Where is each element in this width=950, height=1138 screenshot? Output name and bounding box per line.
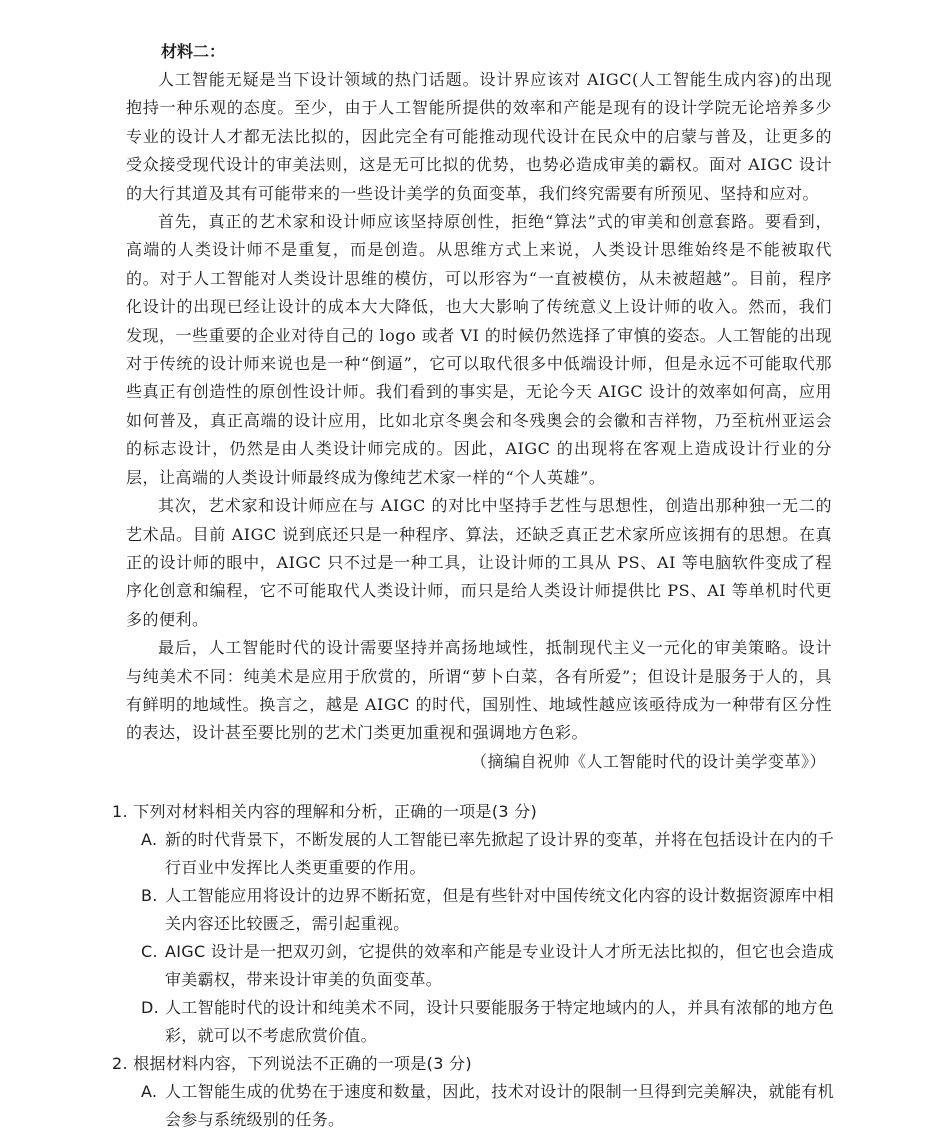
option-b[interactable]: [141, 882, 834, 938]
material-title: 材料二：: [161, 42, 226, 61]
option-d[interactable]: [141, 994, 834, 1050]
source-citation: （摘编自祝帅《人工智能时代的设计美学变革》）: [470, 751, 826, 771]
option-letter: D.: [141, 998, 160, 1017]
question-2: [112, 1050, 834, 1134]
option-letter: B.: [141, 886, 158, 905]
option-letter: A.: [141, 830, 158, 849]
paragraph-3: 其次，艺术家和设计师应在与 AIGC 的对比中坚持手艺性与思想性，创造出那种独一无二的艺术品。目前 AIGC 说到底还只是一种程序、算法，还缺乏真正艺术家所应该拥有的思想。在真正的设计师的眼中，AIGC 只不过是一种工具，让设计师的工具从 PS、AI 等电脑软件变成了程序化创意和编程，它不可能取代人类设计师，而只是给人类设计师提供比 PS、AI 等单机时代更多的便利。: [126, 496, 832, 629]
option-text: 新的时代背景下，不断发展的人工智能已率先掀起了设计界的变革，并将在包括设计在内的千行百业中发挥比人类更重要的作用。: [165, 830, 834, 877]
option-c[interactable]: [141, 938, 834, 994]
option-text: 人工智能时代的设计和纯美术不同，设计只要能服务于特定地域内的人，并具有浓郁的地方色彩，就可以不考虑欣赏价值。: [165, 998, 834, 1045]
option-letter: C.: [141, 942, 158, 961]
option-text: 人工智能应用将设计的边界不断拓宽，但是有些针对中国传统文化内容的设计数据资源库中相关内容还比较匮乏，需引起重视。: [165, 886, 834, 933]
paragraph-2: 首先，真正的艺术家和设计师应该坚持原创性，拒绝“算法”式的审美和创意套路。要看到，高端的人类设计师不是重复，而是创造。从思维方式上来说，人类设计思维始终是不能被取代的。对于人工智能对人类设计思维的模仿，可以形容为“一直被模仿，从未被超越”。目前，程序化设计的出现已经让设计的成本大大降低，也大大影响了传统意义上设计师的收入。然而，我们发现，一些重要的企业对待自己的 logo 或者 VI 的时候仍然选择了审慎的姿态。人工智能的出现对于传统的设计师来说也是一种“倒逼”，它可以取代很多中低端设计师，但是永远不可能取代那些真正有创造性的原创性设计师。我们看到的事实是，无论今天 AIGC 设计的效率如何高，应用如何普及，真正高端的设计应用，比如北京冬奥会和冬残奥会的会徽和吉祥物，乃至杭州亚运会的标志设计，仍然是由人类设计师完成的。因此，AIGC 的出现将在客观上造成设计行业的分层，让高端的人类设计师最终成为像纯艺术家一样的“个人英雄”。: [126, 212, 832, 487]
option-letter: A.: [141, 1082, 158, 1101]
option-text: AIGC 设计是一把双刃剑，它提供的效率和产能是专业设计人才所无法比拟的，但它也会造成审美霸权，带来设计审美的负面变革。: [165, 942, 834, 989]
question-1: [112, 798, 834, 1050]
option-text: 人工智能生成的优势在于速度和数量，因此，技术对设计的限制一旦得到完美解决，就能有机会参与系统级别的任务。: [165, 1082, 834, 1129]
option-a[interactable]: [141, 826, 834, 882]
question-stem: 2. 根据材料内容，下列说法不正确的一项是(3 分): [112, 1054, 472, 1073]
paragraph-4: 最后，人工智能时代的设计需要坚持并高扬地域性，抵制现代主义一元化的审美策略。设计与纯美术不同：纯美术是应用于欣赏的，所谓“萝卜白菜，各有所爱”；但设计是服务于人的，具有鲜明的地域性。换言之，越是 AIGC 的时代，国别性、地域性越应该亟待成为一种带有区分性的表达，设计甚至要比别的艺术门类更加重视和强调地方色彩。: [126, 638, 832, 743]
question-stem: 1. 下列对材料相关内容的理解和分析，正确的一项是(3 分): [112, 802, 538, 821]
paragraph-1: 人工智能无疑是当下设计领域的热门话题。设计界应该对 AIGC(人工智能生成内容)的出现抱持一种乐观的态度。至少，由于人工智能所提供的效率和产能是现有的设计学院无论培养多少专业的设计人才都无法比拟的，因此完全有可能推动现代设计在民众中的启蒙与普及，让更多的受众接受现代设计的审美法则，这是无可比拟的优势，也势必造成审美的霸权。面对 AIGC 设计的大行其道及其有可能带来的一些设计美学的负面变革，我们终究需要有所预见、坚持和应对。: [126, 70, 832, 203]
option-a[interactable]: [141, 1078, 834, 1134]
questions-section: [112, 798, 834, 1134]
